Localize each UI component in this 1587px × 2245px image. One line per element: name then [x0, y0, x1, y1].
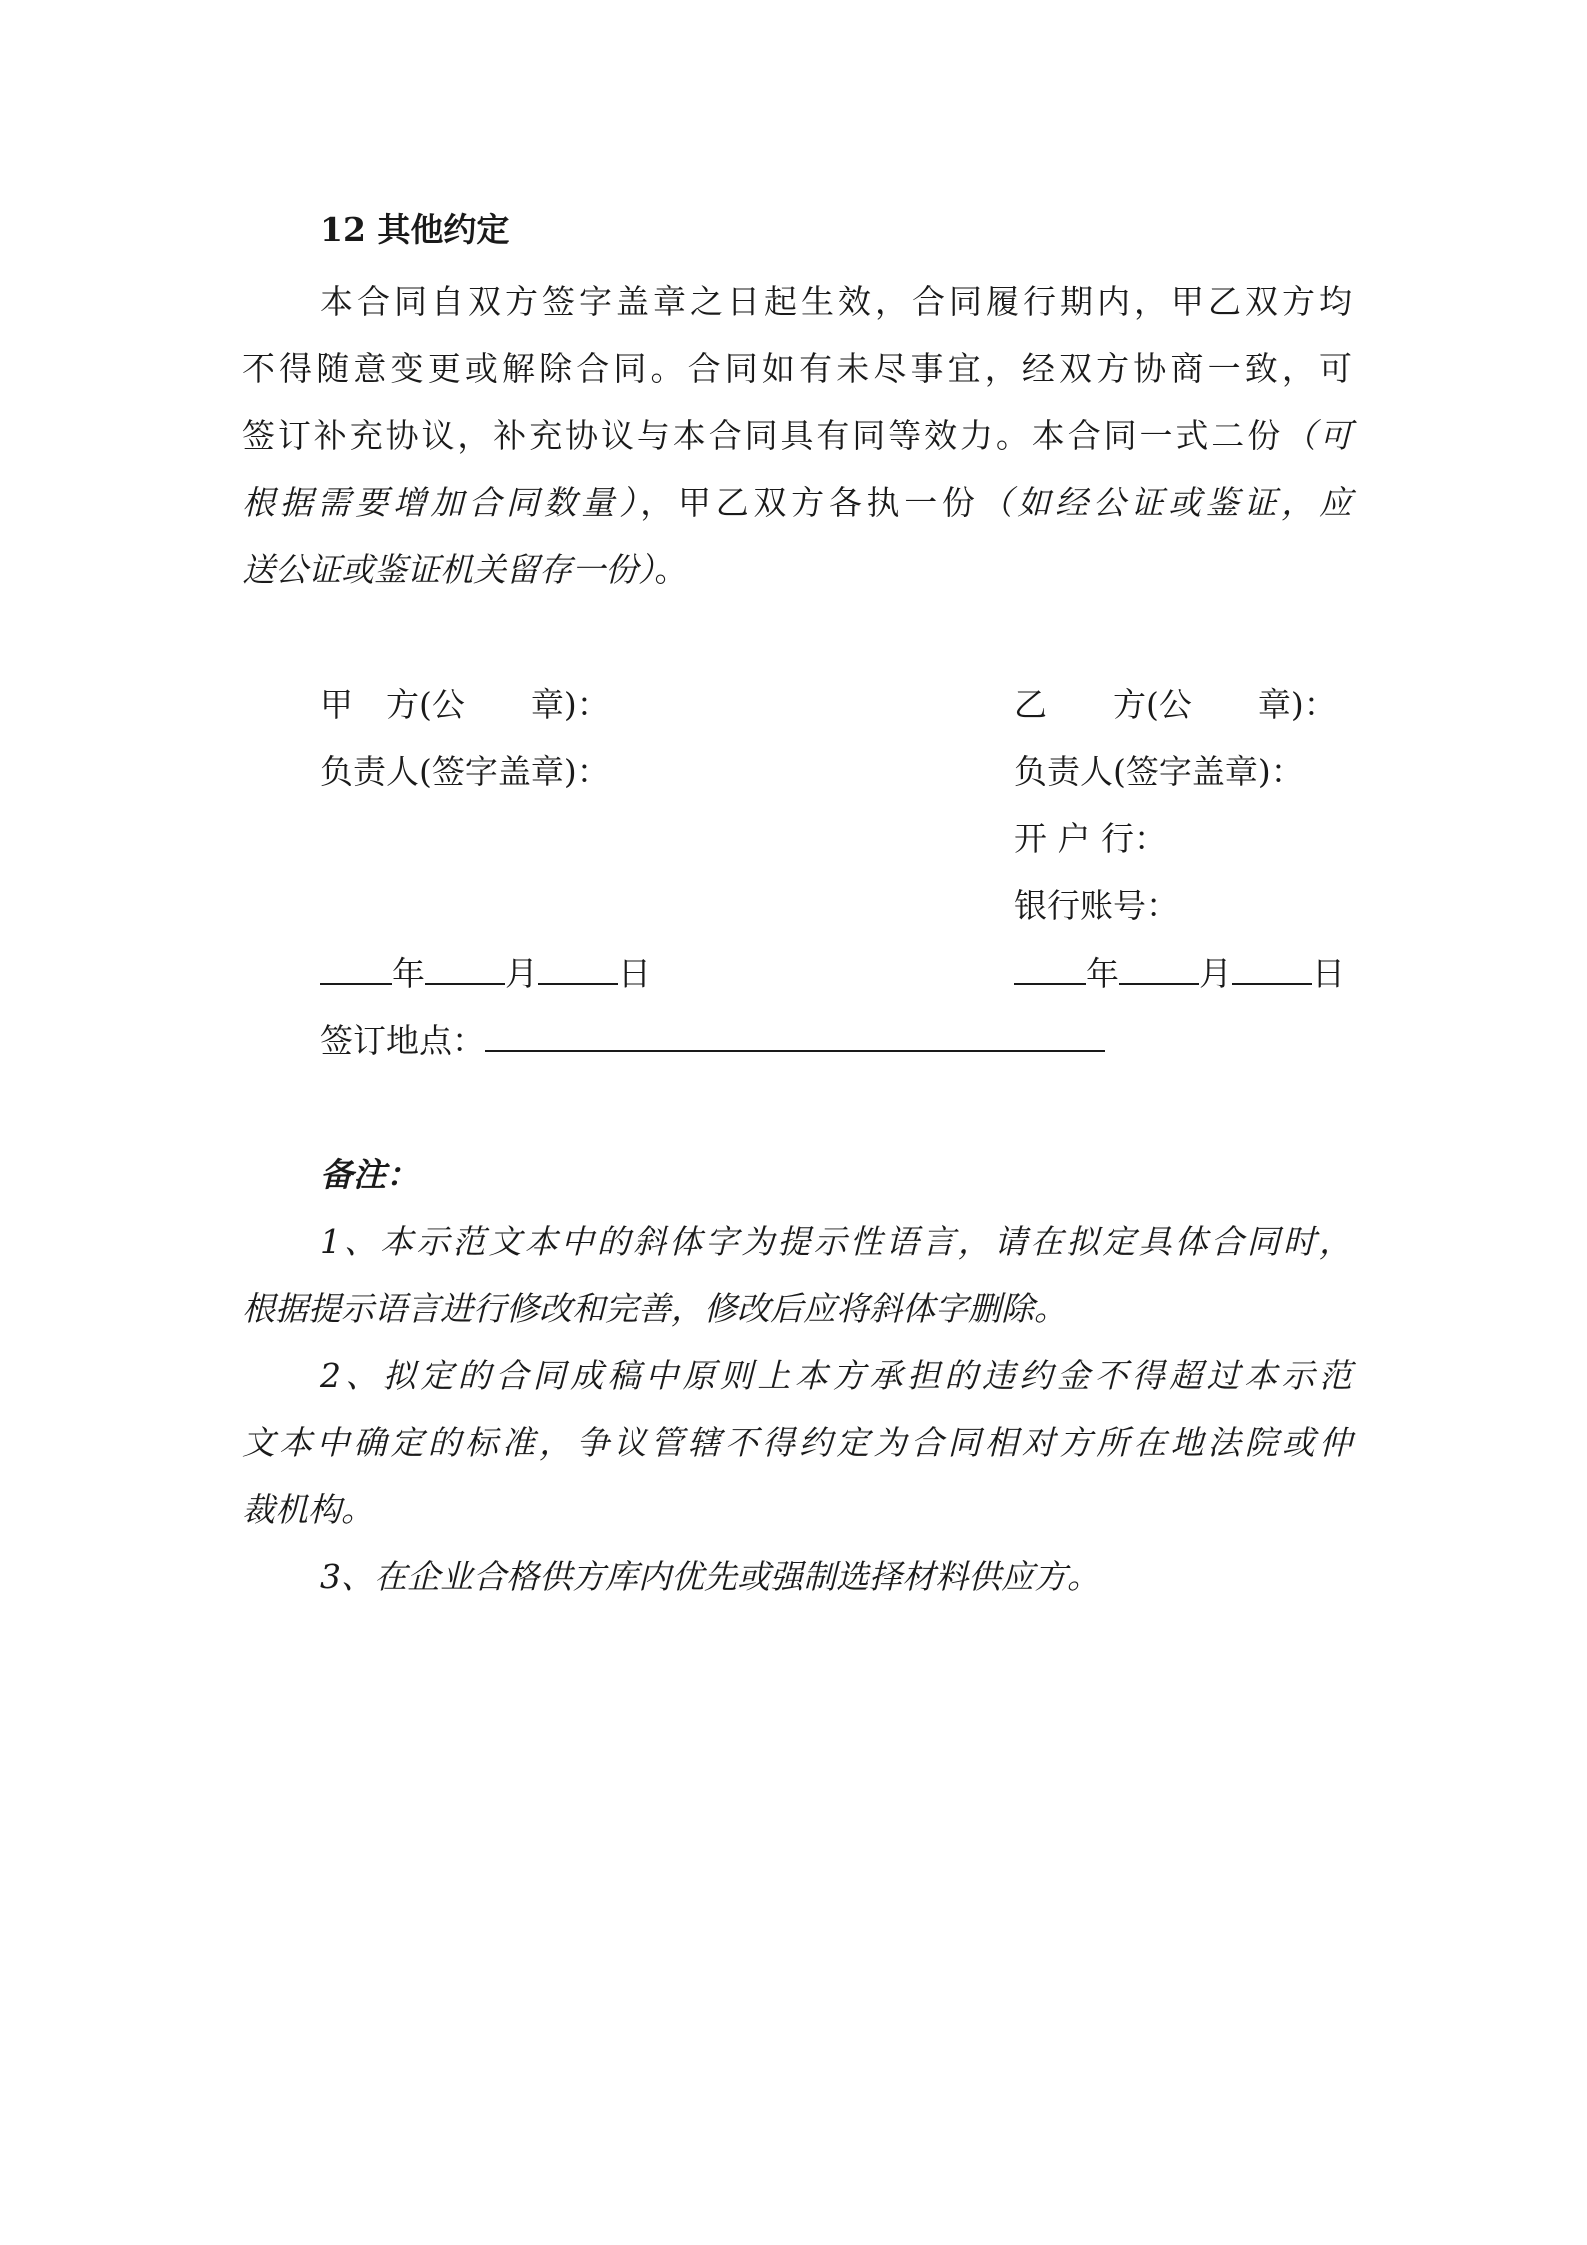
notes-title: 备注：: [320, 1155, 419, 1194]
party-a-date: 年 月 日: [320, 953, 651, 994]
note-line: 1、本示范文本中的斜体字为提示性语言，请在拟定具体合同时，: [320, 1222, 1352, 1261]
body-line: 签订补充协议，补充协议与本合同具有同等效力。本合同一式二份（可: [242, 416, 1353, 455]
body-line: 送公证或鉴证机关留存一份）。: [242, 550, 688, 589]
year-blank: [1014, 953, 1086, 985]
note-line: 根据提示语言进行修改和完善，修改后应将斜体字删除。: [242, 1289, 1067, 1328]
month-blank: [425, 953, 505, 985]
party-a-rep-label: 负责人(签字盖章)：: [320, 752, 610, 791]
body-line: 本合同自双方签字盖章之日起生效，合同履行期内，甲乙双方均: [320, 282, 1352, 321]
party-b-account-label: 银行账号：: [1014, 886, 1179, 925]
signing-place-blank: [485, 1020, 1105, 1052]
party-b-seal-label: 乙 方(公 章)：: [1014, 685, 1337, 724]
party-a-seal-label: 甲 方(公 章)：: [320, 685, 610, 724]
month-blank: [1119, 953, 1199, 985]
day-blank: [538, 953, 618, 985]
party-b-rep-label: 负责人(签字盖章)：: [1014, 752, 1304, 791]
note-line: 2、拟定的合同成稿中原则上本方承担的违约金不得超过本示范: [320, 1356, 1352, 1395]
year-blank: [320, 953, 392, 985]
party-b-bank-label: 开 户 行：: [1014, 819, 1167, 858]
note-line: 3、在企业合格供方库内优先或强制选择材料供应方。: [320, 1557, 1100, 1596]
note-line: 文本中确定的标准，争议管辖不得约定为合同相对方所在地法院或仲: [242, 1423, 1352, 1462]
section-heading: 12 其他约定: [320, 210, 510, 249]
body-line: 不得随意变更或解除合同。合同如有未尽事宜，经双方协商一致，可: [242, 349, 1352, 388]
party-b-date: 年 月 日: [1014, 953, 1345, 994]
note-line: 裁机构。: [242, 1490, 374, 1529]
day-blank: [1232, 953, 1312, 985]
signing-place: 签订地点：: [320, 1020, 1105, 1061]
body-line: 根据需要增加合同数量），甲乙双方各执一份（如经公证或鉴证，应: [242, 483, 1353, 522]
